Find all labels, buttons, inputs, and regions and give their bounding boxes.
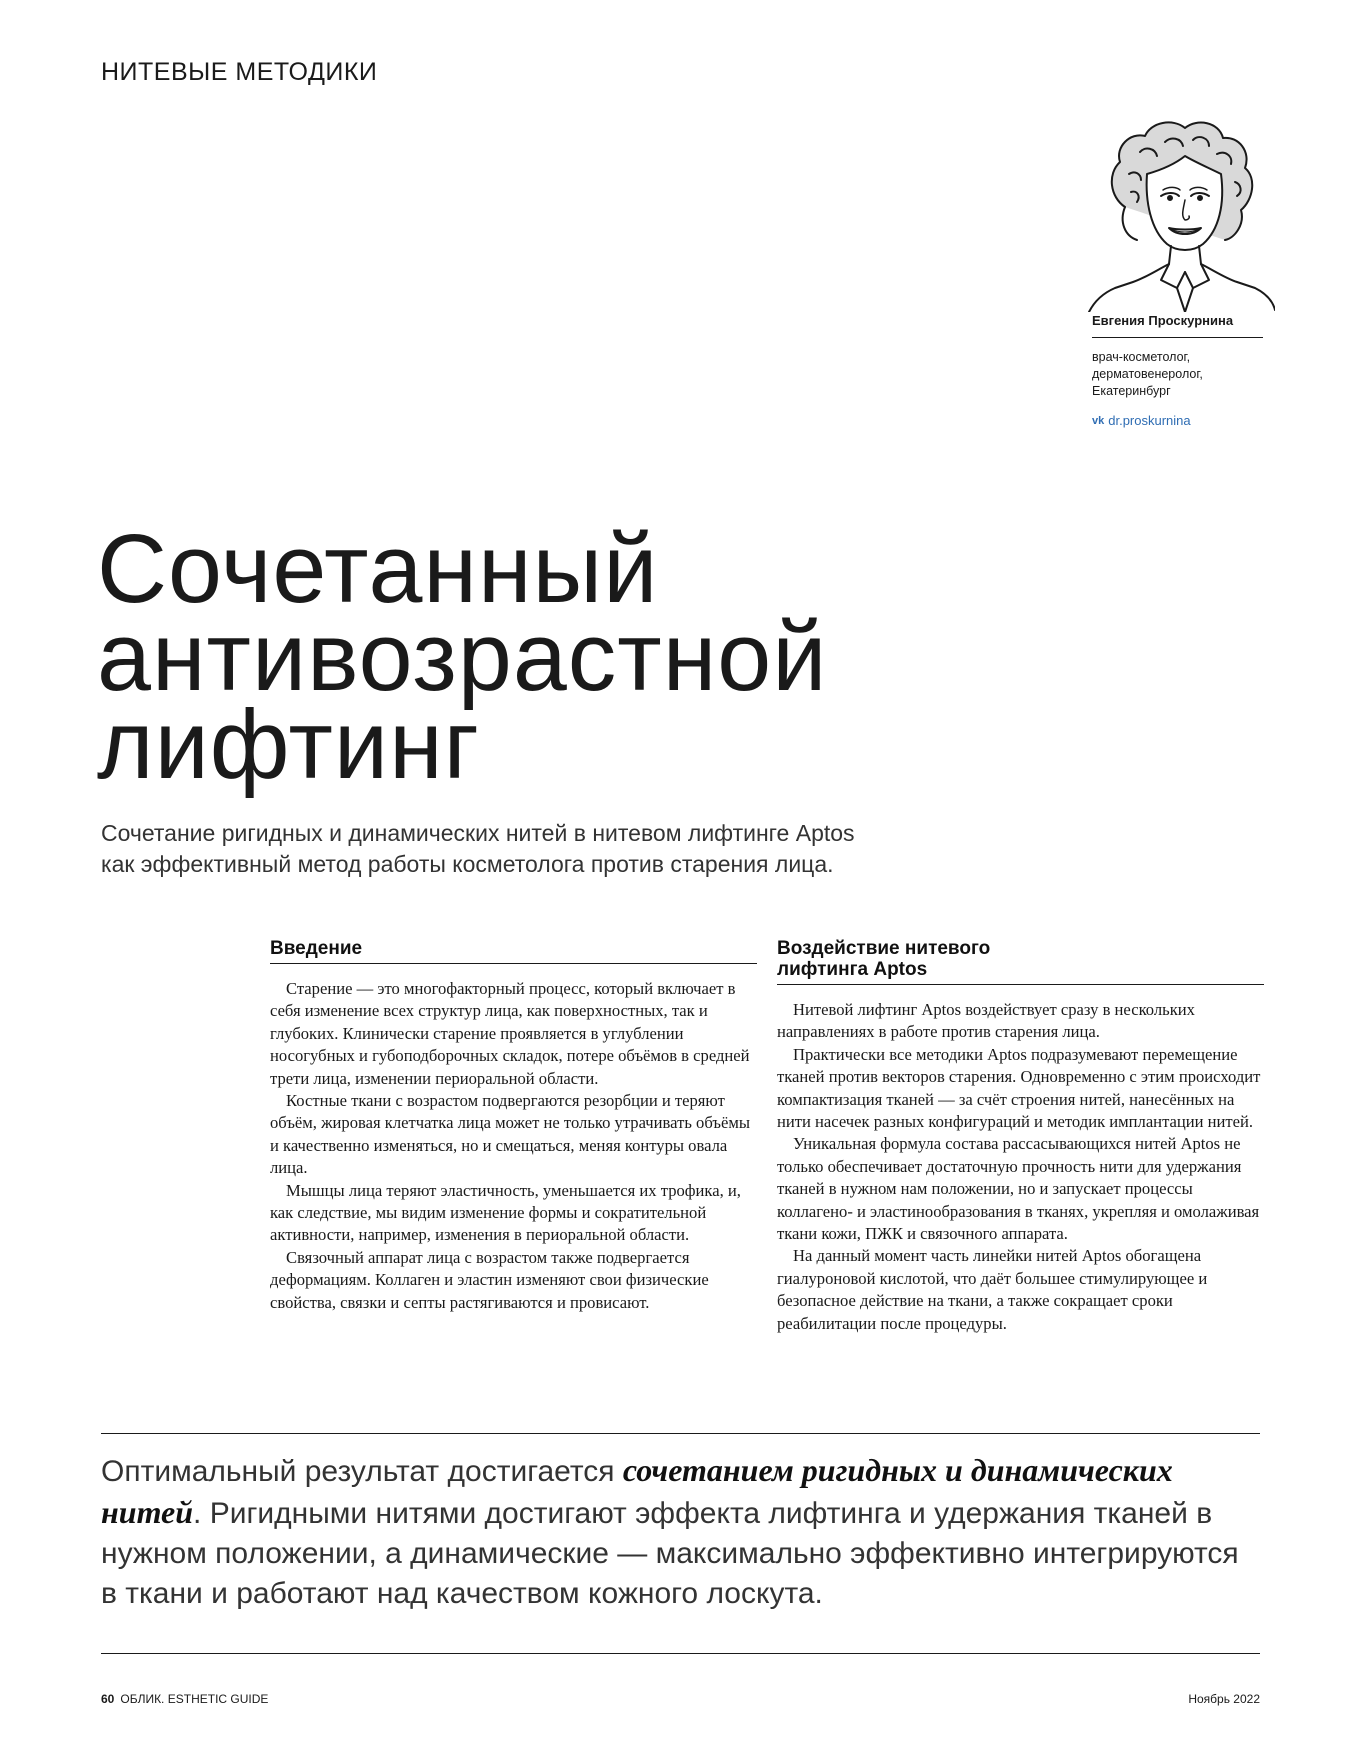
author-role: [1092, 349, 1272, 400]
author-portrait: [1085, 112, 1275, 312]
paragraph: Нитевой лифтинг Aptos воздействует сразу в нескольких направлениях в работе против старения лица.: [777, 1000, 1195, 1042]
author-role-line: врач-косметолог,: [1092, 350, 1191, 364]
vk-icon: vk: [1092, 414, 1105, 427]
page-number: 60: [101, 1692, 115, 1706]
footer-date: Ноябрь 2022: [1188, 1692, 1260, 1706]
quote-text: Оптимальный результат достигается: [101, 1455, 623, 1488]
publication-name: ОБЛИК. ESTHETIC GUIDE: [120, 1692, 269, 1706]
column-heading-line: лифтинга Aptos: [777, 959, 928, 980]
lead-line: Сочетание ригидных и динамических нитей в нитевом лифтинге Aptos: [101, 820, 855, 846]
author-role-line: Екатеринбург: [1092, 384, 1171, 398]
author-role-line: дерматовенеролог,: [1092, 367, 1203, 381]
author-social-link[interactable]: [1092, 413, 1191, 428]
column-introduction: [270, 938, 757, 1314]
quote-emphasis: сочетанием ригидных и динамических нитей: [101, 1452, 1173, 1530]
column-heading: [777, 938, 1264, 985]
quote-divider-top: [101, 1433, 1260, 1434]
quote-text: . Ригидными нитями достигают эффекта лифтинга и удержания тканей в нужном положении, а динамические — максимально эффективно интегрируются в ткани и работают над качеством кожного лоскута.: [101, 1497, 1239, 1610]
author-name: Евгения Проскурнина: [1092, 313, 1234, 328]
paragraph: Костные ткани с возрастом подвергаются резорбции и теряют объём, жировая клетчатка лица может не только утрачивать объёмы и качественно изменяться, но и смещаться, меняя контуры овала лица.: [270, 1091, 750, 1178]
paragraph: Связочный аппарат лица с возрастом также подвергается деформациям. Коллаген и эластин изменяют свои физические свойства, связки и септы растягиваются и провисают.: [270, 1247, 709, 1312]
paragraph: На данный момент часть линейки нитей Aptos обогащена гиалуроновой кислотой, что даёт большее стимулирующее и безопасное действие на ткани, а также сокращает сроки реабилитации после процедуры.: [777, 1246, 1208, 1333]
paragraph: Уникальная формула состава рассасывающихся нитей Aptos не только обеспечивает достаточную прочность нити для удержания тканей в нужном нам положении, но и запускает процессы коллагено- и эластинообразования в тканях, укрепляя и омолаживая ткани кожи, ПЖК и связочного аппарата.: [777, 1134, 1260, 1244]
author-divider: [1092, 337, 1263, 338]
paragraph: Старение — это многофакторный процесс, который включает в себя изменение всех структур лица, как поверхностных, так и глубоких. Клинически старение проявляется в углублении носогубных и губоподборочных складок, потере объёмов в средней трети лица, изменении периоральной области.: [270, 979, 750, 1088]
article-title: [97, 514, 1097, 799]
article-lead: [101, 818, 1001, 880]
lead-line: как эффективный метод работы косметолога против старения лица.: [101, 851, 834, 877]
paragraph: Практически все методики Aptos подразумевают перемещение тканей против векторов старения. Одновременно с этим происходит компактизация тканей — за счёт строения нитей, нанесённых на нити насечек разных конфигураций и методик имплантации нитей.: [777, 1044, 1261, 1132]
quote-divider-bottom: [101, 1653, 1260, 1654]
author-link-text[interactable]: dr.proskurnina: [1108, 413, 1191, 428]
column-heading-line: Воздействие нитевого: [777, 938, 991, 959]
paragraph: Мышцы лица теряют эластичность, уменьшается их трофика, и, как следствие, мы видим изменение формы и сократительной активности, например, изменения в периоральной области.: [270, 1180, 741, 1245]
title-line: Сочетанный: [97, 514, 659, 623]
column-thread-effect: [777, 938, 1264, 1335]
column-heading: [270, 938, 757, 964]
column-heading-line: Введение: [270, 938, 363, 959]
footer-publication: [101, 1692, 268, 1706]
section-label: НИТЕВЫЕ МЕТОДИКИ: [101, 58, 378, 86]
title-line: лифтинг: [97, 690, 481, 799]
title-line: антивозрастной: [97, 602, 828, 711]
pull-quote: [101, 1450, 1261, 1614]
